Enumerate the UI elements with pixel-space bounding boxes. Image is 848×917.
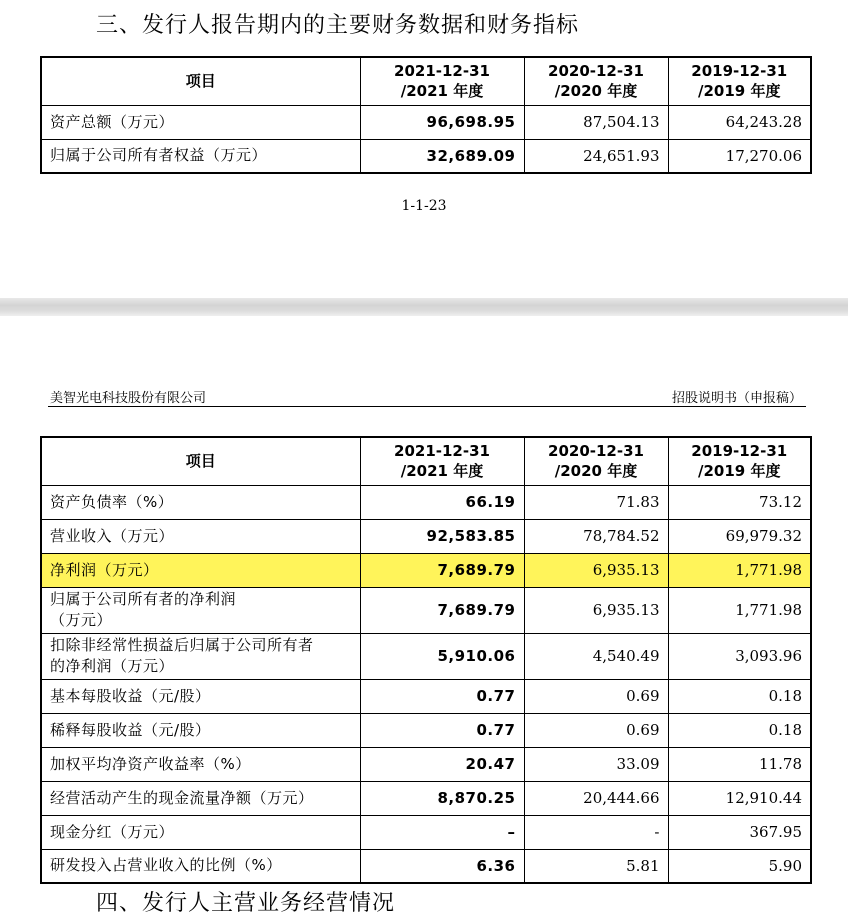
header-2020: 2020-12-31 /2020 年度 [524, 57, 668, 105]
table-row [41, 713, 811, 747]
header-item: 项目 [41, 57, 360, 105]
page-number: 1-1-23 [401, 198, 447, 214]
value-2020: 5.81 [524, 849, 668, 883]
table-row [41, 679, 811, 713]
table-header-row [41, 437, 811, 485]
document-page-lower [0, 316, 848, 916]
header-2021: 2021-12-31 /2021 年度 [360, 57, 524, 105]
value-2019: 12,910.44 [668, 781, 811, 815]
value-2020: 4,540.49 [524, 633, 668, 679]
table-row [41, 139, 811, 173]
value-2021: 20.47 [360, 747, 524, 781]
table-header-row [41, 57, 811, 105]
value-2021: 6.36 [360, 849, 524, 883]
value-2020: 6,935.13 [524, 587, 668, 633]
value-2021: – [360, 815, 524, 849]
page-break-gap [0, 298, 848, 316]
value-2019: 0.18 [668, 679, 811, 713]
value-2020: 71.83 [524, 485, 668, 519]
value-2019: 64,243.28 [668, 105, 811, 139]
row-label: 扣除非经常性损益后归属于公司所有者 的净利润（万元） [41, 633, 360, 679]
table-row [41, 815, 811, 849]
header-2021: 2021-12-31 /2021 年度 [360, 437, 524, 485]
row-label: 归属于公司所有者权益（万元） [41, 139, 360, 173]
table-row [41, 587, 811, 633]
value-2021: 7,689.79 [360, 553, 524, 587]
financial-table-balance [40, 56, 812, 174]
header-2019: 2019-12-31 /2019 年度 [668, 437, 811, 485]
value-2020: 20,444.66 [524, 781, 668, 815]
value-2019: 1,771.98 [668, 553, 811, 587]
value-2020: 0.69 [524, 713, 668, 747]
table-row [41, 105, 811, 139]
financial-table-indicators [40, 436, 812, 884]
table-row-highlighted [41, 553, 811, 587]
value-2019: 73.12 [668, 485, 811, 519]
header-divider [48, 406, 806, 407]
value-2021: 66.19 [360, 485, 524, 519]
value-2019: 1,771.98 [668, 587, 811, 633]
table-row [41, 485, 811, 519]
value-2021: 7,689.79 [360, 587, 524, 633]
header-2019: 2019-12-31 /2019 年度 [668, 57, 811, 105]
value-2020: 6,935.13 [524, 553, 668, 587]
row-label: 基本每股收益（元/股） [41, 679, 360, 713]
row-label: 现金分红（万元） [41, 815, 360, 849]
value-2019: 0.18 [668, 713, 811, 747]
value-2019: 69,979.32 [668, 519, 811, 553]
value-2021: 0.77 [360, 679, 524, 713]
table-row [41, 849, 811, 883]
value-2021: 32,689.09 [360, 139, 524, 173]
row-label: 研发投入占营业收入的比例（%） [41, 849, 360, 883]
value-2020: 87,504.13 [524, 105, 668, 139]
value-2020: - [524, 815, 668, 849]
row-label: 资产总额（万元） [41, 105, 360, 139]
value-2021: 92,583.85 [360, 519, 524, 553]
row-label: 稀释每股收益（元/股） [41, 713, 360, 747]
header-company: 美智光电科技股份有限公司 [50, 391, 207, 406]
value-2020: 24,651.93 [524, 139, 668, 173]
next-section-title: 四、发行人主营业务经营情况 [96, 891, 396, 916]
value-2021: 5,910.06 [360, 633, 524, 679]
header-2020: 2020-12-31 /2020 年度 [524, 437, 668, 485]
table-row [41, 747, 811, 781]
value-2020: 0.69 [524, 679, 668, 713]
header-item: 项目 [41, 437, 360, 485]
value-2019: 3,093.96 [668, 633, 811, 679]
value-2020: 78,784.52 [524, 519, 668, 553]
table-row [41, 519, 811, 553]
value-2019: 5.90 [668, 849, 811, 883]
row-label: 经营活动产生的现金流量净额（万元） [41, 781, 360, 815]
table-row [41, 633, 811, 679]
value-2019: 11.78 [668, 747, 811, 781]
value-2021: 0.77 [360, 713, 524, 747]
row-label: 资产负债率（%） [41, 485, 360, 519]
value-2020: 33.09 [524, 747, 668, 781]
value-2019: 17,270.06 [668, 139, 811, 173]
document-page-upper [0, 0, 848, 298]
row-label: 归属于公司所有者的净利润 （万元） [41, 587, 360, 633]
table-row [41, 781, 811, 815]
header-doc-type: 招股说明书（申报稿） [671, 391, 802, 406]
value-2021: 96,698.95 [360, 105, 524, 139]
row-label: 加权平均净资产收益率（%） [41, 747, 360, 781]
value-2021: 8,870.25 [360, 781, 524, 815]
row-label: 营业收入（万元） [41, 519, 360, 553]
row-label: 净利润（万元） [41, 553, 360, 587]
value-2019: 367.95 [668, 815, 811, 849]
section-title: 三、发行人报告期内的主要财务数据和财务指标 [96, 13, 580, 38]
